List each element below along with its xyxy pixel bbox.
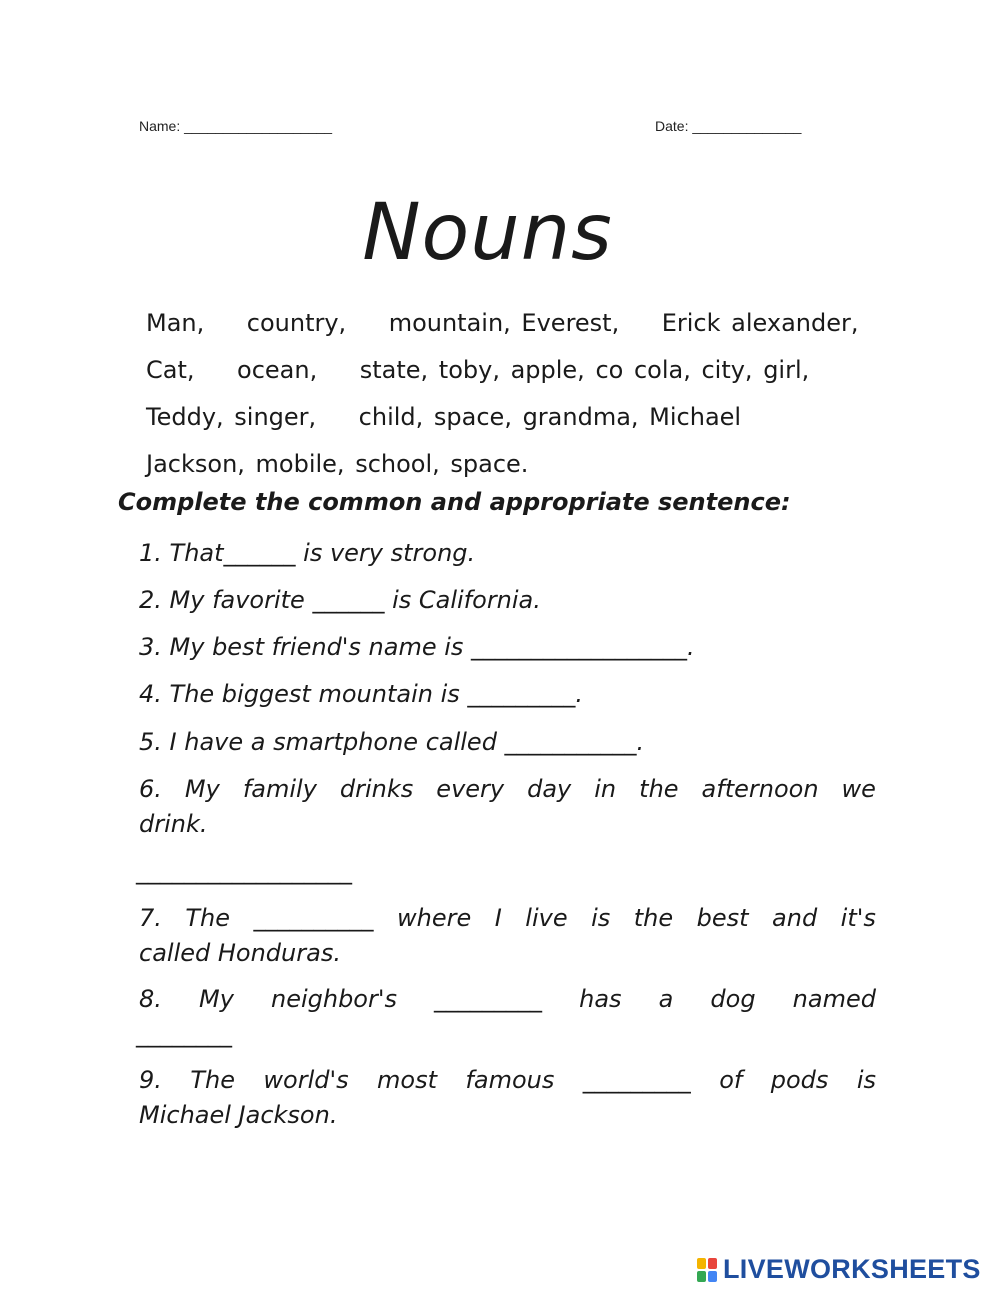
word: it's xyxy=(840,904,876,932)
word: and xyxy=(772,904,818,932)
word: My xyxy=(184,775,220,803)
question-9 xyxy=(139,1063,876,1133)
question-8 xyxy=(136,982,876,1052)
word: a xyxy=(658,985,674,1013)
word: is xyxy=(856,1066,876,1094)
liveworksheets-logo xyxy=(697,1254,981,1285)
word: named xyxy=(792,985,876,1013)
word: most xyxy=(377,1066,437,1094)
word: The xyxy=(185,904,231,932)
word: __________ xyxy=(253,904,374,932)
question-2 xyxy=(139,583,876,618)
answer-blank: __________________ xyxy=(136,857,352,885)
word: pods xyxy=(770,1066,829,1094)
question-text: 1. That______ is very strong. xyxy=(139,539,476,567)
question-text: called Honduras. xyxy=(139,939,341,967)
question-text: drink. xyxy=(139,810,208,838)
word: My xyxy=(198,985,234,1013)
answer-blank: ________ xyxy=(136,1020,232,1048)
word: the xyxy=(639,775,679,803)
word: The xyxy=(190,1066,235,1094)
word: has xyxy=(579,985,622,1013)
question-text: 2. My favorite ______ is California. xyxy=(139,586,541,614)
question-text: 3. My best friend's name is __________________. xyxy=(139,633,695,661)
word-bank-line: Man, country, mountain, Everest, Erick alexander, xyxy=(146,309,859,337)
word: neighbor's xyxy=(270,985,397,1013)
word: dog xyxy=(710,985,756,1013)
question-text-justified xyxy=(139,1063,876,1098)
word: is xyxy=(591,904,611,932)
word-bank-line: Cat, ocean, state, toby, apple, co cola, city, girl, xyxy=(146,356,810,384)
word: the xyxy=(633,904,674,932)
question-text-justified xyxy=(139,982,876,1017)
question-5 xyxy=(139,725,876,760)
logo-square xyxy=(708,1271,717,1282)
word: family xyxy=(242,775,317,803)
logo-square xyxy=(697,1258,706,1269)
logo-square xyxy=(708,1258,717,1269)
word: I xyxy=(494,904,502,932)
question-6 xyxy=(139,772,876,842)
word: 8. xyxy=(139,985,162,1013)
word: we xyxy=(841,775,876,803)
question-text: 5. I have a smartphone called ___________. xyxy=(139,728,645,756)
question-1 xyxy=(139,536,876,571)
instructions-heading: Complete the common and appropriate sentence: xyxy=(118,488,791,516)
word: 6. xyxy=(139,775,162,803)
word: 9. xyxy=(139,1066,162,1094)
date-field-line: Date: ______________ xyxy=(655,118,802,134)
word: drinks xyxy=(339,775,414,803)
word: best xyxy=(696,904,749,932)
name-field-line: Name: ___________________ xyxy=(139,118,333,134)
question-text-justified xyxy=(139,901,876,936)
word-bank-line: Teddy, singer, child, space, grandma, Michael xyxy=(146,403,742,431)
question-3 xyxy=(139,630,876,665)
word: famous xyxy=(465,1066,555,1094)
word: _________ xyxy=(582,1066,691,1094)
word: of xyxy=(719,1066,743,1094)
word: in xyxy=(594,775,617,803)
word-bank-line: Jackson, mobile, school, space. xyxy=(146,450,529,478)
logo-square xyxy=(697,1271,706,1282)
word: where xyxy=(397,904,472,932)
logo-text: LIVEWORKSHEETS xyxy=(723,1254,981,1284)
word: live xyxy=(525,904,568,932)
word: afternoon xyxy=(701,775,819,803)
word-bank xyxy=(146,300,906,488)
word: _________ xyxy=(434,985,543,1013)
word: 7. xyxy=(139,904,162,932)
logo-icon xyxy=(697,1257,719,1283)
question-text-justified xyxy=(139,772,876,807)
word: every xyxy=(436,775,505,803)
page-title: Nouns xyxy=(362,188,613,278)
question-7 xyxy=(139,901,876,971)
question-4 xyxy=(139,677,876,712)
word: day xyxy=(527,775,572,803)
question-text: Michael Jackson. xyxy=(139,1101,338,1129)
word: world's xyxy=(263,1066,349,1094)
question-text: 4. The biggest mountain is _________. xyxy=(139,680,584,708)
